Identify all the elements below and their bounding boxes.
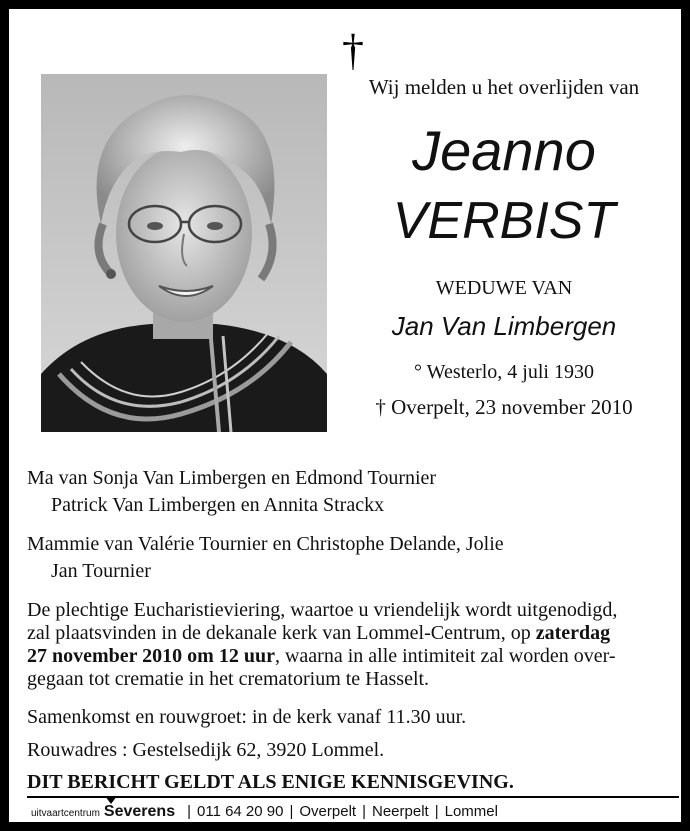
- closing-notice: DIT BERICHT GELDT ALS ENIGE KENNISGEVING.: [27, 771, 514, 793]
- footer-separator: |: [289, 803, 294, 820]
- ceremony-day: zaterdag: [535, 622, 611, 644]
- ceremony-line2: [27, 622, 687, 645]
- family-ma-block: [27, 467, 687, 517]
- footer-prefix: uitvaartcentrum: [31, 808, 100, 819]
- ceremony-line1: De plechtige Eucharistieviering, waartoe u vriendelijk wordt uitgenodigd,: [27, 599, 618, 621]
- deceased-first-name: Jeanno: [412, 119, 596, 182]
- ceremony-line4: gegaan tot crematie in het crematorium te Hasselt.: [27, 668, 430, 690]
- footer-location-overpelt: Overpelt: [299, 803, 357, 820]
- footer-location-lommel: Lommel: [444, 803, 498, 820]
- portrait-photo: [41, 74, 327, 432]
- ceremony-line3: [27, 645, 687, 668]
- footer-phone: 011 64 20 90: [197, 803, 284, 820]
- spouse-name: Jan Van Limbergen: [391, 311, 617, 341]
- family-ma-line2: Patrick Van Limbergen en Annita Strackx: [51, 494, 385, 516]
- birth-info: ° Westerlo, 4 juli 1930: [414, 361, 594, 383]
- gathering-text: Samenkomst en rouwgroet: in de kerk vanaf 11.30 uur.: [27, 706, 467, 728]
- address-text: Rouwadres : Gestelsedijk 62, 3920 Lommel.: [27, 739, 385, 761]
- family-ma-line1: Ma van Sonja Van Limbergen en Edmond Tournier: [27, 467, 437, 489]
- footer-separator: |: [434, 803, 439, 820]
- ceremony-line2-start: zal plaatsvinden in de dekanale kerk van Lommel-Centrum, op: [27, 622, 536, 644]
- cross-icon: †: [342, 26, 364, 75]
- ceremony-paragraph: [27, 599, 687, 691]
- death-info: † Overpelt, 23 november 2010: [375, 395, 633, 419]
- family-mammie-line2: Jan Tournier: [51, 560, 151, 582]
- ceremony-datetime: 27 november 2010 om 12 uur: [27, 645, 275, 667]
- deceased-last-name: VERBIST: [392, 192, 616, 250]
- funeral-home-footer: [31, 803, 681, 827]
- footer-location-neerpelt: Neerpelt: [372, 803, 429, 820]
- family-mammie-line1: Mammie van Valérie Tournier en Christophe Delande, Jolie: [27, 533, 504, 555]
- footer-separator: |: [187, 803, 191, 820]
- footer-separator: |: [362, 803, 366, 820]
- ceremony-line3-end: , waarna in alle intimiteit zal worden over-: [274, 645, 616, 667]
- family-mammie-block: [27, 533, 687, 583]
- footer-brand: Severens: [103, 803, 176, 820]
- widow-label: WEDUWE VAN: [435, 277, 573, 299]
- announcement-text: Wij melden u het overlijden van: [368, 75, 640, 99]
- portrait-illustration: [41, 74, 327, 432]
- footer-divider: [27, 796, 679, 798]
